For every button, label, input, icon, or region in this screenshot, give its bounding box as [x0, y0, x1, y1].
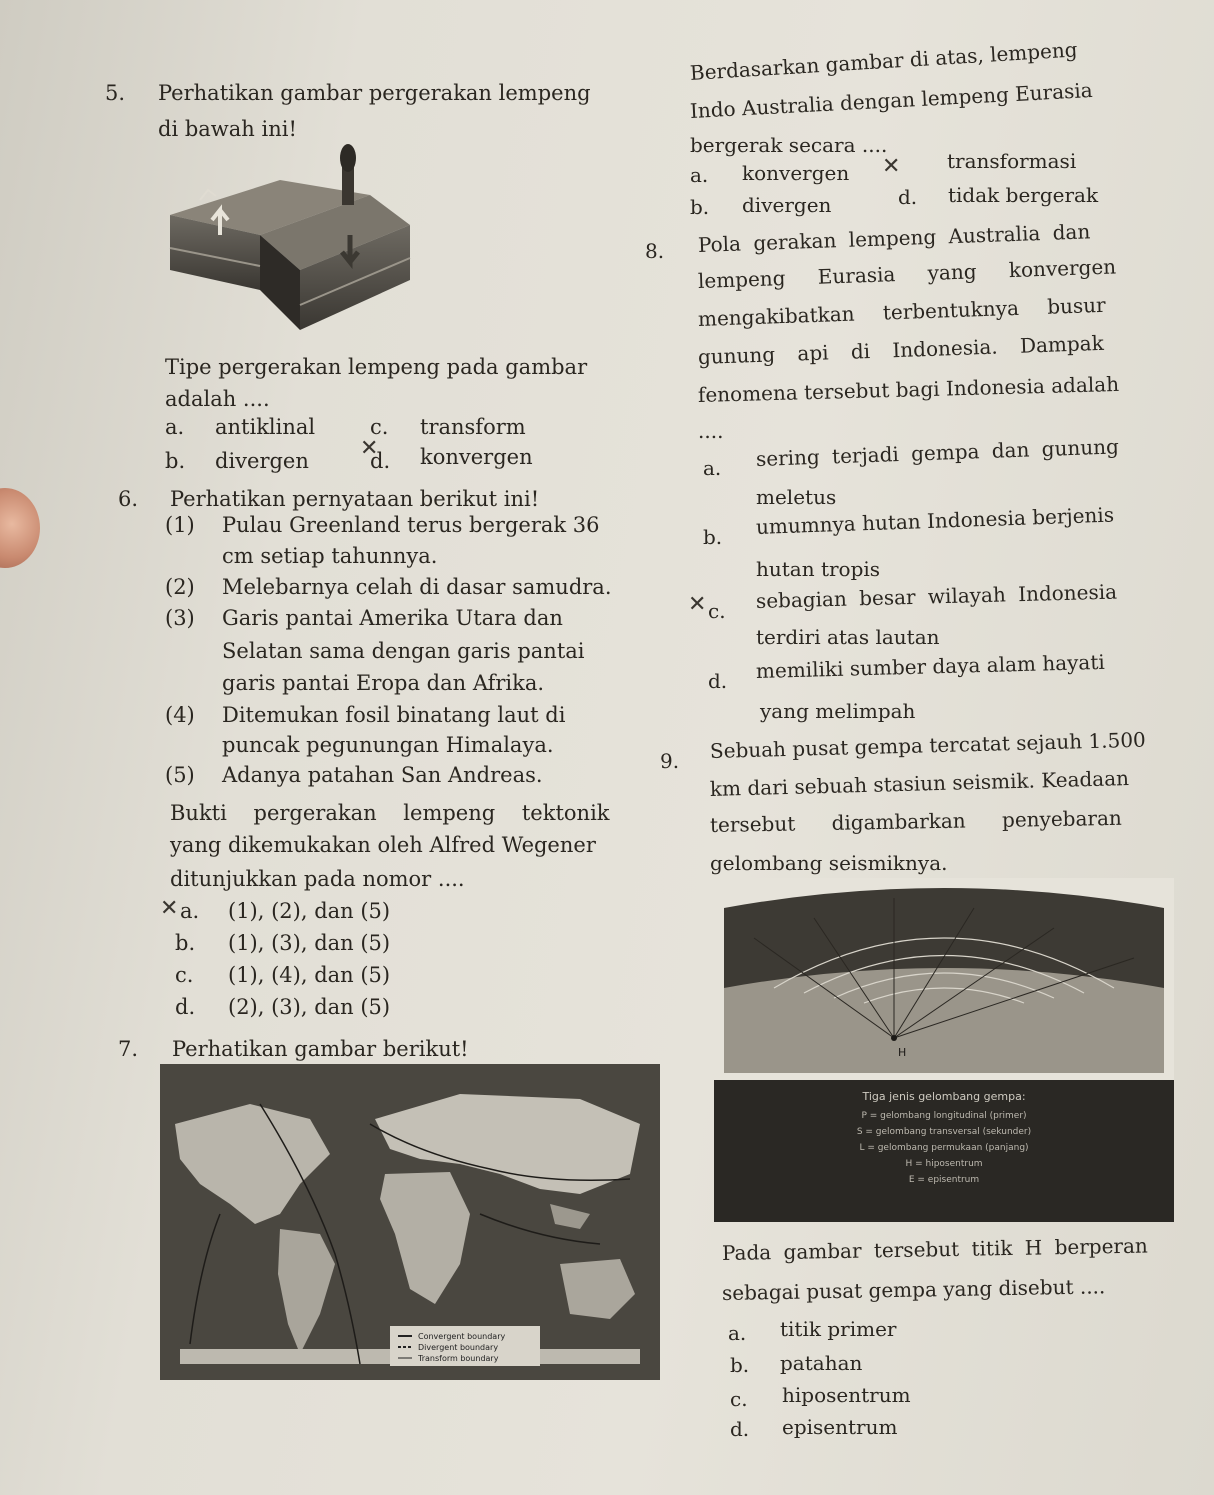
- q8-stem-1: Pola gerakan lempeng Australia dan: [697, 219, 1091, 257]
- q8-stem-3: mengakibatkan terbentuknya busur: [697, 292, 1106, 331]
- earth-interior: [724, 968, 1164, 1073]
- q5-stem-1: Tipe pergerakan lempeng pada gambar: [165, 355, 588, 379]
- q6-option-b-text: (1), (3), dan (5): [228, 931, 391, 955]
- q6-statement-1-num: (1): [165, 513, 195, 537]
- q6-option-c-letter: c.: [175, 963, 194, 987]
- q8-option-d-line-1: memiliki sumber daya alam hayati: [755, 649, 1106, 683]
- q8-stem-5: fenomena tersebut bagi Indonesia adalah: [697, 371, 1120, 407]
- q9-stem-3: tersebut digambarkan penyebaran: [709, 805, 1122, 837]
- map-legend-1: Convergent boundary: [418, 1332, 506, 1341]
- caption-line-3: S = gelombang transversal (sekunder): [856, 1127, 1032, 1137]
- q9-option-b-text: patahan: [780, 1351, 863, 1375]
- q7-stem-1: Berdasarkan gambar di atas, lempeng: [689, 37, 1079, 85]
- answer-mark-q5: ✕: [360, 436, 379, 461]
- q6-statement-1-line-2: cm setiap tahunnya.: [222, 544, 438, 568]
- q8-option-b-line-1: umumnya hutan Indonesia berjenis: [755, 502, 1115, 539]
- seismic-wave-figure: [714, 878, 1174, 1222]
- caption-line-4: L = gelombang permukaan (panjang): [859, 1143, 1029, 1153]
- q6-option-c-text: (1), (4), dan (5): [228, 963, 391, 987]
- q9-option-c-text: hiposentrum: [782, 1383, 911, 1407]
- q6-statement-2-line-1: Melebarnya celah di dasar samudra.: [222, 575, 612, 599]
- q9-option-a-letter: a.: [728, 1321, 747, 1345]
- q9-option-d-letter: d.: [730, 1417, 750, 1441]
- finger-thumb: [0, 488, 40, 568]
- q6-option-d-text: (2), (3), dan (5): [228, 995, 391, 1019]
- q5-option-a-text: antiklinal: [215, 415, 316, 439]
- q7-option-a-letter: a.: [690, 163, 709, 187]
- q6-stem-2: yang dikemukakan oleh Alfred Wegener: [170, 833, 596, 857]
- map-legend-2: Divergent boundary: [418, 1343, 499, 1352]
- q8-option-d-line-2: yang melimpah: [760, 699, 916, 723]
- q9-option-b-letter: b.: [730, 1353, 750, 1377]
- q9-question-2: sebagai pusat gempa yang disebut ....: [721, 1274, 1106, 1305]
- q7-stem-3: bergerak secara ....: [690, 133, 888, 157]
- q7-number: 7.: [118, 1037, 139, 1061]
- q7-option-c-text: transformasi: [947, 149, 1077, 173]
- q9-number: 9.: [660, 749, 680, 773]
- q9-option-c-letter: c.: [730, 1387, 748, 1411]
- q8-stem-6: ....: [698, 419, 724, 443]
- q6-statement-4-num: (4): [165, 703, 195, 727]
- q6-statement-4-line-1: Ditemukan fosil binatang laut di: [222, 703, 566, 727]
- q6-option-d-letter: d.: [175, 995, 196, 1019]
- q8-stem-4: gunung api di Indonesia. Dampak: [697, 330, 1105, 369]
- q6-statement-2-num: (2): [165, 575, 195, 599]
- q7-option-b-text: divergen: [742, 193, 832, 217]
- q8-option-b-letter: b.: [703, 525, 723, 549]
- q6-stem-1: Bukti pergerakan lempeng tektonik: [170, 801, 610, 825]
- q7-title: Perhatikan gambar berikut!: [172, 1037, 469, 1061]
- q5-option-a-letter: a.: [165, 415, 185, 439]
- plate-movement-figure: [160, 140, 420, 340]
- q6-statement-3-line-2: Selatan sama dengan garis pantai: [222, 639, 585, 663]
- q8-option-c-line-1: sebagian besar wilayah Indonesia: [755, 579, 1118, 613]
- hypocenter-point: [891, 1035, 897, 1041]
- q5-option-c-letter: c.: [370, 415, 389, 439]
- q6-statement-5-num: (5): [165, 763, 195, 787]
- q6-statement-1-line-1: Pulau Greenland terus bergerak 36: [222, 513, 600, 537]
- q8-option-b-line-2: hutan tropis: [756, 557, 881, 581]
- q8-option-c-letter: c.: [708, 599, 726, 623]
- q6-option-a-text: (1), (2), dan (5): [228, 899, 391, 923]
- caption-line-2: P = gelombang longitudinal (primer): [861, 1111, 1027, 1121]
- q7-option-a-text: konvergen: [742, 161, 850, 185]
- q7-option-d-letter: d.: [898, 185, 918, 209]
- q8-option-a-line-2: meletus: [756, 485, 837, 509]
- q8-option-c-line-2: terdiri atas lautan: [756, 625, 940, 649]
- hypocenter-label: H: [898, 1046, 907, 1059]
- q5-line-2: di bawah ini!: [158, 117, 297, 141]
- q6-statement-3-num: (3): [165, 606, 195, 630]
- q9-option-d-text: episentrum: [782, 1415, 898, 1439]
- q6-statement-4-line-2: puncak pegunungan Himalaya.: [222, 733, 554, 757]
- q6-statement-3-line-3: garis pantai Eropa dan Afrika.: [222, 671, 545, 695]
- q6-option-b-letter: b.: [175, 931, 196, 955]
- q9-option-a-text: titik primer: [780, 1317, 897, 1341]
- q5-option-b-text: divergen: [215, 449, 309, 473]
- q5-line-1: Perhatikan gambar pergerakan lempeng: [158, 81, 591, 105]
- q7-stem-2: Indo Australia dengan lempeng Eurasia: [689, 77, 1094, 123]
- q5-option-d-text: konvergen: [420, 445, 533, 469]
- q9-question-1: Pada gambar tersebut titik H berperan: [721, 1233, 1149, 1265]
- caption-line-5: H = hiposentrum: [905, 1159, 983, 1169]
- q5-option-c-text: transform: [420, 415, 526, 439]
- q7-option-b-letter: b.: [690, 195, 710, 219]
- q8-option-a-letter: a.: [703, 456, 722, 480]
- q6-title: Perhatikan pernyataan berikut ini!: [170, 487, 540, 511]
- q8-number: 8.: [645, 239, 665, 263]
- q5-number: 5.: [105, 81, 126, 105]
- world-plate-map: [160, 1064, 660, 1380]
- caption-line-1: Tiga jenis gelombang gempa:: [862, 1090, 1026, 1103]
- answer-mark-q8: ✕: [688, 592, 707, 617]
- q7-option-d-text: tidak bergerak: [948, 183, 1099, 207]
- q6-stem-3: ditunjukkan pada nomor ....: [170, 867, 465, 891]
- q6-statement-5-line-1: Adanya patahan San Andreas.: [222, 763, 543, 787]
- q5-stem-2: adalah ....: [165, 387, 270, 411]
- q9-stem-4: gelombang seismiknya.: [710, 851, 948, 875]
- q8-option-a-line-1: sering terjadi gempa dan gunung: [755, 434, 1120, 471]
- q6-number: 6.: [118, 487, 139, 511]
- q5-option-b-letter: b.: [165, 449, 186, 473]
- q6-statement-3-line-1: Garis pantai Amerika Utara dan: [222, 606, 563, 630]
- map-legend-3: Transform boundary: [418, 1354, 499, 1363]
- answer-mark-q7: ✕: [882, 154, 901, 179]
- q5-option-d-letter: d.: [370, 449, 391, 473]
- q8-stem-2: lempeng Eurasia yang konvergen: [697, 254, 1117, 293]
- q6-option-a-letter: a.: [180, 899, 200, 923]
- q9-stem-1: Sebuah pusat gempa tercatat sejauh 1.500: [709, 727, 1147, 763]
- answer-mark-q6: ✕: [160, 896, 179, 921]
- caption-line-6: E = episentrum: [908, 1175, 980, 1185]
- q8-option-d-letter: d.: [708, 669, 728, 693]
- q9-stem-2: km dari sebuah stasiun seismik. Keadaan: [709, 766, 1130, 801]
